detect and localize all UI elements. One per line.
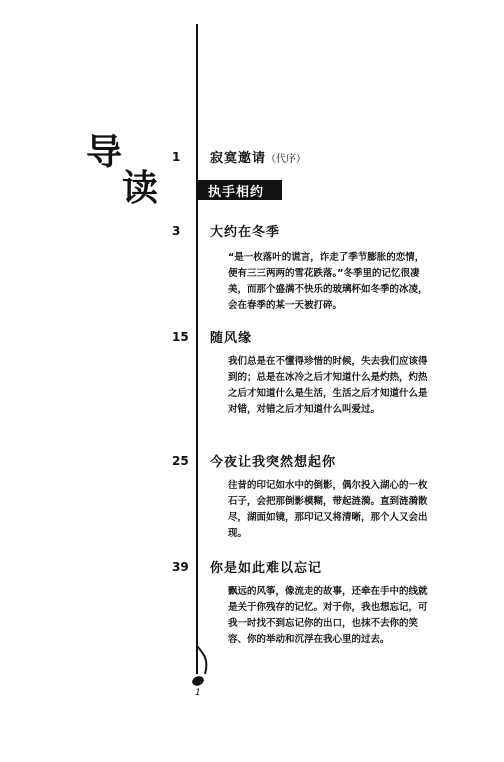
page-title-char-2: 读: [122, 167, 159, 209]
entry-title: 今夜让我突然想起你: [210, 455, 337, 470]
section-band-label: 执手相约: [208, 185, 265, 200]
intro-subtitle: （代序）: [266, 154, 307, 165]
entry-page-number: 39: [172, 560, 189, 574]
intro-page-number: 1: [172, 150, 181, 164]
page-title-char-1: 导: [86, 131, 123, 173]
music-note-icon: [190, 640, 212, 690]
page-number: 1: [195, 688, 201, 698]
entry-text: “是一枚落叶的谎言，诈走了季节膨胀的恋情，便有三三两两的雪花跌落。”冬季里的记忆很凄美，而那个盛满不快乐的玻璃杯如冬季的冰凌，会在春季的某一天被打碎。: [228, 252, 428, 311]
entry-text: 往昔的印记如水中的倒影，偶尔投入湖心的一枚石子，会把那倒影模糊，带起涟漪。直到涟漪散尽，湖面如镜，那印记又将清晰，那个人又会出现。: [228, 480, 428, 539]
entry-page-number: 15: [172, 330, 189, 344]
entry-page-number: 3: [172, 224, 181, 238]
entry-text: 飘远的风筝，像流走的故事，还牵在手中的线就是关于你残存的记忆。对于你，我也想忘记，可我一时找不到忘记你的出口，也抹不去你的笑容、你的举动和沉浮在我心里的过去。: [228, 586, 428, 645]
intro-heading: [210, 147, 306, 166]
intro-title: 寂寞邀请: [210, 151, 267, 166]
entry-title: 大约在冬季: [210, 225, 281, 240]
entry-page-number: 25: [172, 454, 189, 468]
entry-text: 我们总是在不懂得珍惜的时候，失去我们应该得到的；总是在冰冷之后才知道什么是灼热，灼热之后才知道什么是生活，生活之后才知道什么是对错，对错之后才知道什么叫爱过。: [228, 356, 428, 415]
entry-title: 随风缘: [210, 331, 253, 346]
entry-title: 你是如此难以忘记: [210, 561, 323, 576]
vertical-rule: [196, 24, 198, 674]
